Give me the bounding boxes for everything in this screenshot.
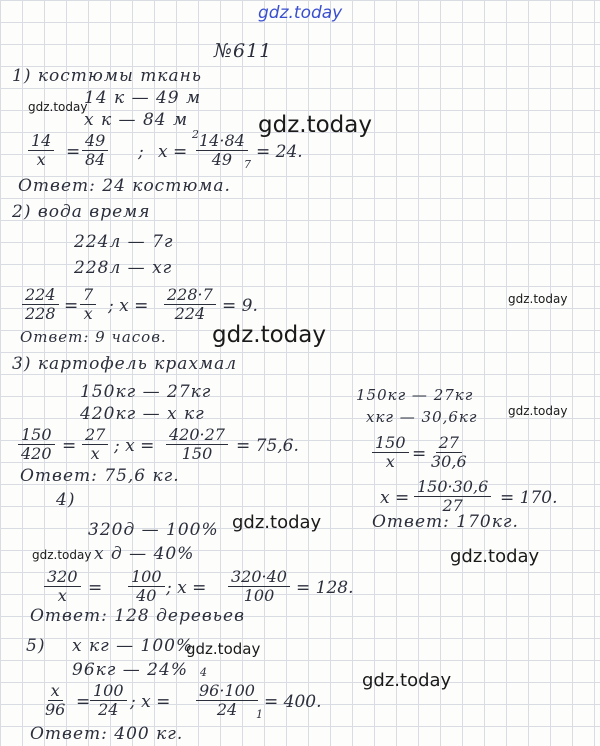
part-1-result: = 24. [256,142,303,162]
site-watermark: gdz.today [28,100,88,114]
problem-number: №611 [214,40,273,62]
reduction-mark-bottom: 1 [256,708,263,721]
part-3-row-1: 150кг — 27кг [80,382,212,402]
fraction-320x40-100: $\frac{320\cdot 40}{100}$ [228,568,290,605]
part-4-header: 4) [56,490,76,510]
part-3-answer: Ответ: 75,6 кг. [20,466,180,486]
x-equals: ; x = [166,578,207,598]
fraction-49-84: $\frac{49}{84}$ [82,132,108,169]
site-watermark: gdz.today [508,292,568,306]
site-watermark: gdz.today [186,640,261,658]
site-watermark: gdz.today [32,548,92,562]
fraction-14-x: $\frac{14}{x}$ [28,132,54,169]
part-5-row-2: 96кг — 24% [72,660,188,680]
part-3-result: = 75,6. [236,436,299,456]
reduction-mark-top: 4 [200,666,207,679]
check-row-1: 150кг — 27кг [356,386,474,404]
fraction-420x27-150: $\frac{420\cdot 27}{150}$ [166,426,228,463]
part-4-row-1: 320д — 100% [88,520,219,540]
fraction-150-420: $\frac{150}{420}$ [18,426,55,463]
part-4-result: = 128. [296,578,354,598]
part-1-row-1: 14 к — 49 м [84,88,202,108]
x-equals: ; x = [114,436,155,456]
part-3-header: 3) картофель крахмал [12,354,238,374]
check-fraction-150x30-6-27: $\frac{150\cdot 30,6}{27}$ [414,478,491,515]
check-fraction-150-x: $\frac{150}{x}$ [372,434,409,471]
x-equals: ; x = [130,692,171,712]
fraction-228x7-224: $\frac{228\cdot 7}{224}$ [164,286,216,323]
part-5-result: = 400. [264,692,322,712]
fraction-100-24: $\frac{100}{24}$ [90,682,127,719]
check-x-equals: x = [380,488,410,508]
fraction-27-x: $\frac{27}{x}$ [82,426,108,463]
part-4-row-2: х д — 40% [94,544,195,564]
part-4-answer: Ответ: 128 деревьев [30,606,245,626]
site-watermark: gdz.today [362,670,452,691]
fraction-224-228: $\frac{224}{228}$ [22,286,59,323]
site-watermark: gdz.today [212,322,326,348]
fraction-320-x: $\frac{320}{x}$ [44,568,81,605]
fraction-14x84-49: $\frac{14\cdot 84}{49}$ [196,132,248,169]
part-5-row-1: х кг — 100% [72,636,194,656]
part-2-result: = 9. [222,296,258,316]
part-2-header: 2) вода время [12,202,151,222]
site-watermark: gdz.today [450,546,540,567]
check-result: = 170. [500,488,558,508]
separator: ; [138,142,144,162]
site-watermark: gdz.today [258,112,372,138]
part-1-answer: Ответ: 24 костюма. [18,176,231,196]
reduction-mark-top: 2 [192,128,199,141]
site-watermark: gdz.today [508,404,568,418]
site-watermark-header: gdz.today [258,3,343,23]
fraction-x-96: $\frac{x}{96}$ [45,681,66,719]
site-watermark: gdz.today [232,512,322,533]
part-1-header: 1) костюмы ткань [12,66,203,86]
part-2-row-1: 224л — 7г [74,232,174,252]
part-3-row-2: 420кг — х кг [80,404,205,424]
fraction-96x100-24: $\frac{96\cdot 100}{24}$ [196,682,258,719]
check-fraction-27-30-6: $\frac{27}{30,6}$ [431,433,467,471]
fraction-100-40: $\frac{100}{40}$ [128,568,165,605]
reduction-mark-bottom: 7 [244,158,251,171]
part-2-row-2: 228л — хг [74,258,173,278]
check-row-2: хкг — 30,6кг [366,408,478,426]
part-5-header: 5) [26,636,46,656]
part-1-row-2: х к — 84 м [84,110,189,130]
check-answer: Ответ: 170кг. [372,512,519,532]
part-5-answer: Ответ: 400 кг. [30,724,184,744]
x-equals: x = [158,142,188,162]
x-equals: ; x = [108,296,149,316]
fraction-7-x: $\frac{7}{x}$ [80,286,96,323]
part-2-answer: Ответ: 9 часов. [20,328,167,346]
